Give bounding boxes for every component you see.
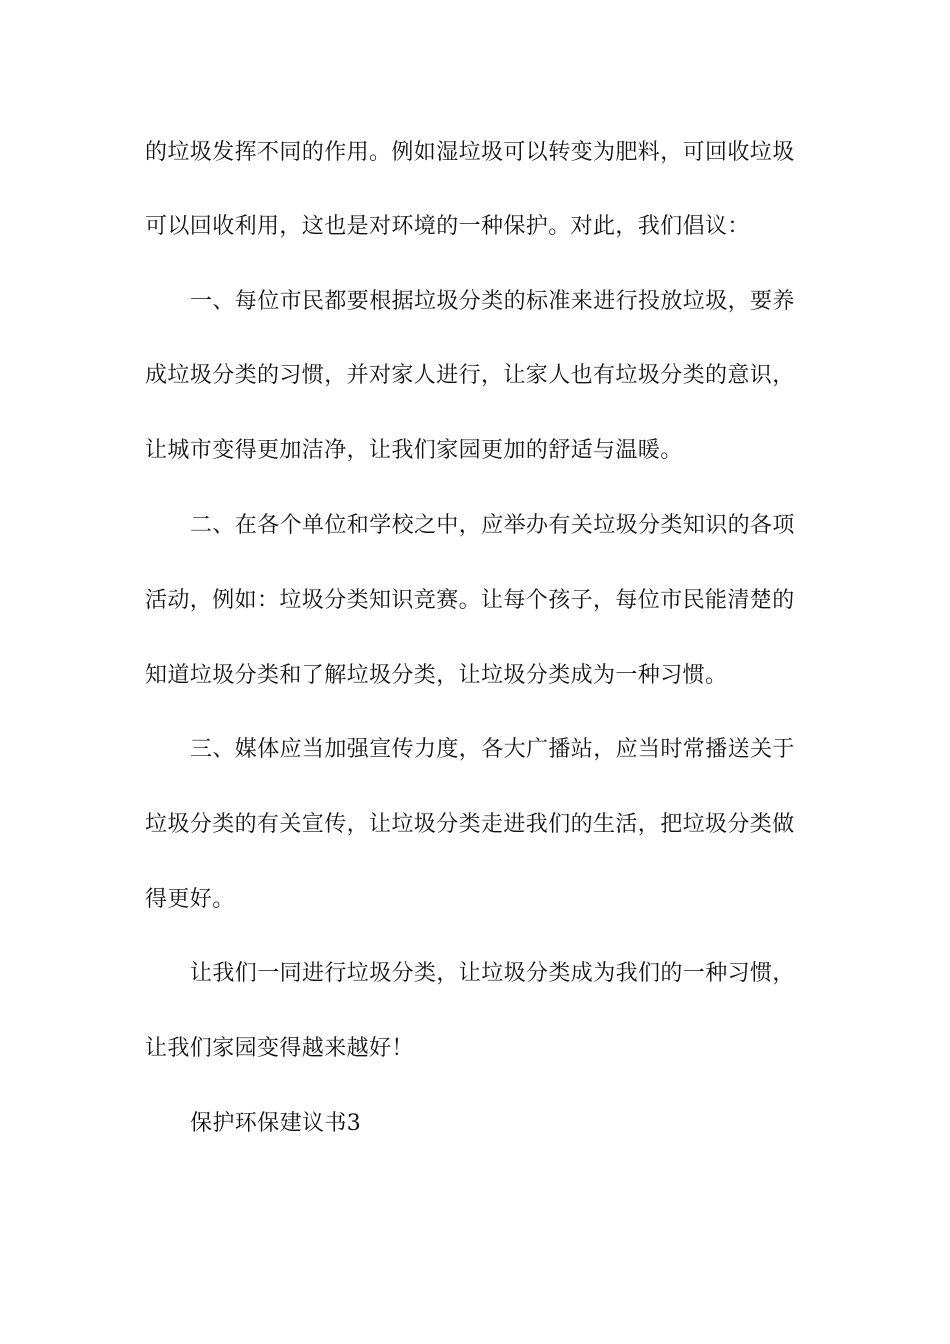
paragraph-2-start: 二、在各个单位和学校之中，应举办有关垃圾分类知识的各项: [190, 513, 795, 538]
text-line: 让我们家园变得越来越好！: [145, 1036, 414, 1061]
text-line: 得更好。: [145, 887, 235, 912]
text-line: 让城市变得更加洁净，让我们家园更加的舒适与温暖。: [145, 438, 683, 463]
text-line: 的垃圾发挥不同的作用。例如湿垃圾可以转变为肥料，可回收垃圾: [145, 140, 795, 165]
text-line: 垃圾分类的有关宣传，让垃圾分类走进我们的生活，把垃圾分类做: [145, 812, 795, 837]
text-line: 活动，例如：垃圾分类知识竞赛。让每个孩子，每位市民能清楚的: [145, 588, 795, 613]
paragraph-3-start: 三、媒体应当加强宣传力度，各大广播站，应当时常播送关于: [190, 737, 795, 762]
text-line: 知道垃圾分类和了解垃圾分类，让垃圾分类成为一种习惯。: [145, 663, 728, 688]
text-line: 可以回收利用，这也是对环境的一种保护。对此，我们倡议：: [145, 214, 750, 239]
text-line: 成垃圾分类的习惯，并对家人进行，让家人也有垃圾分类的意识，: [145, 363, 795, 388]
paragraph-1-start: 一、每位市民都要根据垃圾分类的标准来进行投放垃圾，要养: [190, 289, 795, 314]
section-heading: 保护环保建议书3: [190, 1111, 362, 1136]
paragraph-4-start: 让我们一同进行垃圾分类，让垃圾分类成为我们的一种习惯，: [190, 961, 795, 986]
